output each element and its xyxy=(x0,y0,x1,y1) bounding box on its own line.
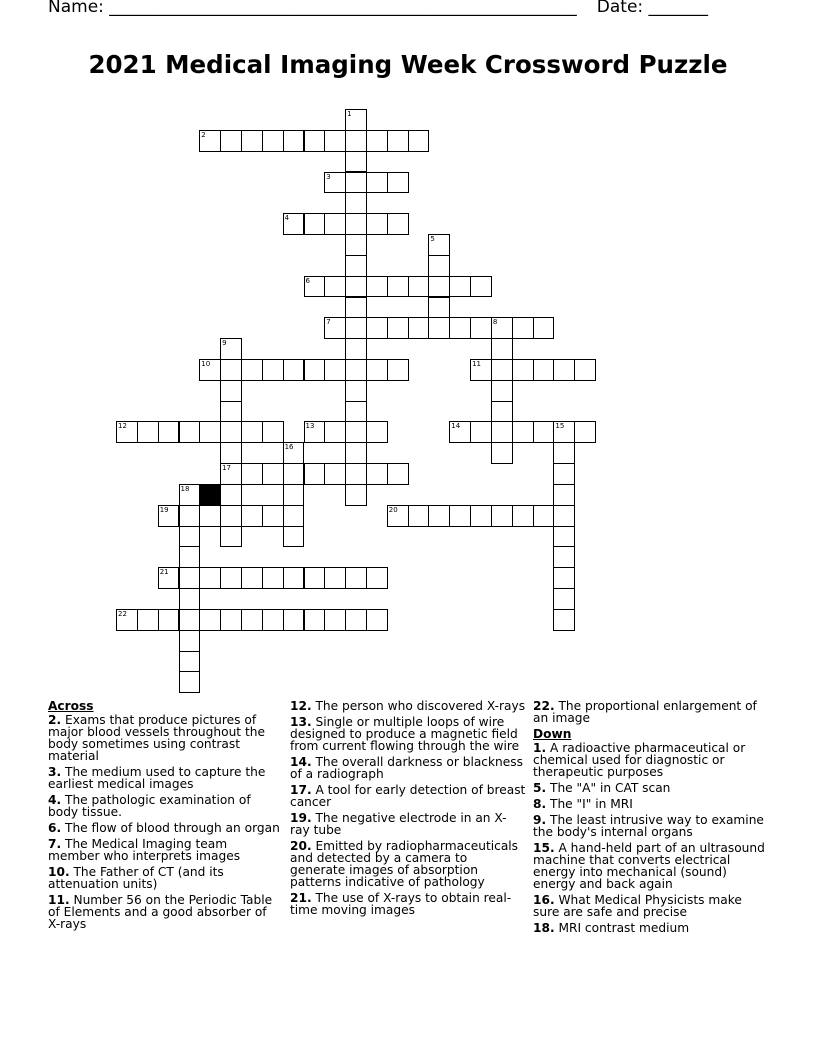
grid-cell[interactable] xyxy=(304,213,326,235)
grid-cell[interactable] xyxy=(179,671,201,693)
grid-cell[interactable] xyxy=(304,130,326,152)
grid-cell[interactable] xyxy=(387,172,409,194)
clue-number-label: 22. xyxy=(533,699,555,713)
clue-number: 8 xyxy=(492,318,498,327)
grid-cell[interactable] xyxy=(283,213,305,235)
grid-cell[interactable] xyxy=(345,297,367,319)
grid-cell[interactable] xyxy=(220,442,242,464)
clue-number-label: 6. xyxy=(48,821,62,835)
grid-cell[interactable] xyxy=(241,463,263,485)
clue-number: 7 xyxy=(326,318,331,327)
clue-across xyxy=(290,840,526,888)
grid-cell[interactable] xyxy=(574,421,596,443)
clue-number-label: 4. xyxy=(48,793,62,807)
grid-cell[interactable] xyxy=(345,192,367,214)
grid-cell[interactable] xyxy=(283,609,305,631)
clue-number: 10 xyxy=(201,360,211,368)
grid-cell[interactable] xyxy=(262,505,284,527)
grid-cell[interactable] xyxy=(449,505,471,527)
grid-cell[interactable] xyxy=(199,130,221,152)
clue-across xyxy=(290,716,526,752)
grid-cell[interactable] xyxy=(366,213,388,235)
clue-number-label: 21. xyxy=(290,891,312,905)
grid-cell[interactable] xyxy=(491,505,513,527)
grid-cell[interactable] xyxy=(304,463,326,485)
grid-cell[interactable] xyxy=(158,421,180,443)
grid-cell[interactable] xyxy=(304,421,326,443)
clue-number-label: 3. xyxy=(48,765,62,779)
grid-cell[interactable] xyxy=(262,567,284,589)
clue-across xyxy=(290,812,526,836)
grid-cell[interactable] xyxy=(345,255,367,277)
grid-cell[interactable] xyxy=(345,609,367,631)
grid-cell[interactable] xyxy=(470,276,492,298)
grid-cell[interactable] xyxy=(304,609,326,631)
down-heading: Down xyxy=(533,727,572,741)
grid-cell[interactable] xyxy=(345,567,367,589)
grid-cell[interactable] xyxy=(324,317,346,339)
grid-cell[interactable] xyxy=(345,380,367,402)
grid-cell[interactable] xyxy=(179,484,201,506)
clue-number: 17 xyxy=(222,464,232,473)
grid-cell[interactable] xyxy=(533,505,555,527)
clue-down xyxy=(533,894,769,918)
grid-cell[interactable] xyxy=(283,130,305,152)
clue-down xyxy=(533,922,769,934)
grid-cell[interactable] xyxy=(324,609,346,631)
clue-across xyxy=(290,700,526,712)
grid-cell[interactable] xyxy=(553,588,575,610)
grid-cell[interactable] xyxy=(158,505,180,527)
grid-cell[interactable] xyxy=(345,338,367,360)
grid-cell[interactable] xyxy=(116,421,138,443)
grid-cell[interactable] xyxy=(262,359,284,381)
clue-number-label: 20. xyxy=(290,839,312,853)
grid-cell[interactable] xyxy=(387,317,409,339)
clue-number: 21 xyxy=(159,568,169,577)
grid-cell[interactable] xyxy=(366,421,388,443)
grid-cell[interactable] xyxy=(199,359,221,381)
clue-number: 6 xyxy=(305,276,310,285)
clue-number-label: 2. xyxy=(48,713,62,727)
clue-text: Emitted by radiopharmaceuticals and detected by a camera to generate images of absorption patterns indicative of pathology xyxy=(290,839,519,889)
grid-cell[interactable] xyxy=(283,463,305,485)
grid-cell[interactable] xyxy=(533,421,555,443)
grid-cell[interactable] xyxy=(324,463,346,485)
grid-cell[interactable] xyxy=(262,421,284,443)
clue-number: 3 xyxy=(326,172,331,181)
grid-cell[interactable] xyxy=(387,213,409,235)
grid-cell[interactable] xyxy=(199,567,221,589)
grid-cell[interactable] xyxy=(324,130,346,152)
clue-text: The "I" in MRI xyxy=(546,797,633,811)
grid-cell[interactable] xyxy=(470,505,492,527)
clue-number: 15 xyxy=(555,422,565,431)
grid-cell[interactable] xyxy=(553,484,575,506)
grid-cell[interactable] xyxy=(220,526,242,548)
grid-cell[interactable] xyxy=(491,338,513,360)
grid-cell[interactable] xyxy=(241,359,263,381)
grid-cell[interactable] xyxy=(491,401,513,423)
grid-cell[interactable] xyxy=(283,526,305,548)
clue-number-label: 15. xyxy=(533,841,555,855)
grid-cell[interactable] xyxy=(428,317,450,339)
grid-cell[interactable] xyxy=(116,609,138,631)
grid-cell[interactable] xyxy=(491,317,513,339)
grid-cell[interactable] xyxy=(179,546,201,568)
grid-cell[interactable] xyxy=(533,317,555,339)
grid-cell[interactable] xyxy=(220,338,242,360)
clue-text: The flow of blood through an organ xyxy=(61,821,280,835)
clue-text: The "A" in CAT scan xyxy=(546,781,671,795)
clue-down xyxy=(533,742,769,778)
clues-column-2 xyxy=(290,700,526,920)
clue-across xyxy=(290,784,526,808)
grid-cell[interactable] xyxy=(324,213,346,235)
clue-number-label: 9. xyxy=(533,813,547,827)
clue-text: A hand-held part of an ultrasound machine that converts electrical energy into mechanical (sound) energy and back again xyxy=(533,841,765,891)
clue-text: A radioactive pharmaceutical or chemical used for diagnostic or therapeutic purposes xyxy=(533,741,746,779)
grid-cell[interactable] xyxy=(283,484,305,506)
clue-number: 9 xyxy=(222,339,227,348)
clue-number: 19 xyxy=(159,505,169,514)
clue-number-label: 14. xyxy=(290,755,312,769)
grid-cell[interactable] xyxy=(345,151,367,173)
clue-text: The least intrusive way to examine the body's internal organs xyxy=(533,813,764,839)
clue-across xyxy=(48,714,280,762)
grid-cell[interactable] xyxy=(428,297,450,319)
grid-cell[interactable] xyxy=(158,609,180,631)
clue-number-label: 12. xyxy=(290,699,312,713)
clue-text: The person who discovered X-rays xyxy=(311,699,526,713)
black-square xyxy=(199,484,221,506)
clue-text: The pathologic examination of body tissue. xyxy=(48,793,251,819)
grid-cell[interactable] xyxy=(491,380,513,402)
clue-number: 14 xyxy=(451,422,461,431)
clue-number-label: 13. xyxy=(290,715,312,729)
clue-text: A tool for early detection of breast cancer xyxy=(290,783,526,809)
grid-cell[interactable] xyxy=(283,442,305,464)
grid-cell[interactable] xyxy=(304,276,326,298)
grid-cell[interactable] xyxy=(324,567,346,589)
grid-cell[interactable] xyxy=(387,276,409,298)
clue-number-label: 18. xyxy=(533,921,555,935)
grid-cell[interactable] xyxy=(179,630,201,652)
grid-cell[interactable] xyxy=(262,609,284,631)
clue-text: The medium used to capture the earliest medical images xyxy=(48,765,266,791)
grid-cell[interactable] xyxy=(220,463,242,485)
grid-cell[interactable] xyxy=(345,172,367,194)
grid-cell[interactable] xyxy=(366,276,388,298)
grid-cell[interactable] xyxy=(179,567,201,589)
grid-cell[interactable] xyxy=(553,421,575,443)
grid-cell[interactable] xyxy=(324,276,346,298)
clue-text: The proportional enlargement of an image xyxy=(533,699,757,725)
grid-cell[interactable] xyxy=(283,567,305,589)
clue-number-label: 17. xyxy=(290,783,312,797)
clue-text: What Medical Physicists make sure are safe and precise xyxy=(533,893,742,919)
grid-cell[interactable] xyxy=(387,130,409,152)
grid-cell[interactable] xyxy=(387,359,409,381)
grid-cell[interactable] xyxy=(491,421,513,443)
grid-cell[interactable] xyxy=(512,359,534,381)
clue-text: The overall darkness or blackness of a radiograph xyxy=(290,755,523,781)
name-line[interactable]: Name: _______________________________________________________ xyxy=(48,0,577,17)
grid-cell[interactable] xyxy=(220,609,242,631)
grid-cell[interactable] xyxy=(345,401,367,423)
clue-text: Exams that produce pictures of major blood vessels throughout the body sometimes using contrast material xyxy=(48,713,265,763)
clue-text: The Father of CT (and its attenuation units) xyxy=(48,865,224,891)
clue-number-label: 8. xyxy=(533,797,547,811)
clue-across xyxy=(48,766,280,790)
clue-number: 20 xyxy=(388,505,398,514)
grid-cell[interactable] xyxy=(512,505,534,527)
clues-column-1 xyxy=(48,700,280,934)
grid-cell[interactable] xyxy=(553,526,575,548)
date-line[interactable]: Date: _______ xyxy=(596,0,709,17)
grid-cell[interactable] xyxy=(553,359,575,381)
clue-number: 12 xyxy=(118,422,127,431)
grid-cell[interactable] xyxy=(345,359,367,381)
clue-across xyxy=(48,838,280,862)
grid-cell[interactable] xyxy=(324,421,346,443)
grid-cell[interactable] xyxy=(179,505,201,527)
grid-cell[interactable] xyxy=(449,421,471,443)
clue-down xyxy=(533,798,769,810)
grid-cell[interactable] xyxy=(574,359,596,381)
grid-cell[interactable] xyxy=(241,505,263,527)
grid-cell[interactable] xyxy=(199,609,221,631)
grid-cell[interactable] xyxy=(220,359,242,381)
grid-cell[interactable] xyxy=(283,505,305,527)
grid-cell[interactable] xyxy=(345,463,367,485)
clues-column-3 xyxy=(533,700,769,938)
grid-cell[interactable] xyxy=(408,276,430,298)
grid-cell[interactable] xyxy=(220,401,242,423)
grid-cell[interactable] xyxy=(512,317,534,339)
clue-number-label: 5. xyxy=(533,781,547,795)
grid-cell[interactable] xyxy=(179,526,201,548)
grid-cell[interactable] xyxy=(366,359,388,381)
grid-cell[interactable] xyxy=(553,567,575,589)
grid-cell[interactable] xyxy=(345,130,367,152)
grid-cell[interactable] xyxy=(324,359,346,381)
grid-cell[interactable] xyxy=(366,609,388,631)
grid-cell[interactable] xyxy=(283,359,305,381)
grid-cell[interactable] xyxy=(220,567,242,589)
grid-cell[interactable] xyxy=(408,130,430,152)
grid-cell[interactable] xyxy=(304,359,326,381)
grid-cell[interactable] xyxy=(428,234,450,256)
clue-number-label: 10. xyxy=(48,865,70,879)
grid-cell[interactable] xyxy=(220,130,242,152)
clue-number: 2 xyxy=(201,130,206,139)
grid-cell[interactable] xyxy=(408,317,430,339)
clue-number-label: 11. xyxy=(48,893,70,907)
grid-cell[interactable] xyxy=(366,172,388,194)
grid-cell[interactable] xyxy=(179,609,201,631)
grid-cell[interactable] xyxy=(137,421,159,443)
clue-number-label: 16. xyxy=(533,893,555,907)
grid-cell[interactable] xyxy=(241,567,263,589)
grid-cell[interactable] xyxy=(366,567,388,589)
clue-down xyxy=(533,782,769,794)
grid-cell[interactable] xyxy=(428,276,450,298)
grid-cell[interactable] xyxy=(324,172,346,194)
grid-cell[interactable] xyxy=(449,317,471,339)
grid-cell[interactable] xyxy=(345,234,367,256)
grid-cell[interactable] xyxy=(179,651,201,673)
clue-across xyxy=(48,822,280,834)
grid-cell[interactable] xyxy=(491,359,513,381)
clue-across xyxy=(48,866,280,890)
clue-number: 22 xyxy=(118,609,127,618)
grid-cell[interactable] xyxy=(137,609,159,631)
grid-cell[interactable] xyxy=(241,421,263,443)
clue-number-label: 7. xyxy=(48,837,62,851)
grid-cell[interactable] xyxy=(199,421,221,443)
grid-cell[interactable] xyxy=(533,359,555,381)
grid-cell[interactable] xyxy=(241,130,263,152)
clue-number: 4 xyxy=(284,214,290,223)
grid-cell[interactable] xyxy=(470,317,492,339)
grid-cell[interactable] xyxy=(199,505,221,527)
clue-down xyxy=(533,814,769,838)
grid-cell[interactable] xyxy=(345,317,367,339)
grid-cell[interactable] xyxy=(179,588,201,610)
grid-cell[interactable] xyxy=(345,213,367,235)
grid-cell[interactable] xyxy=(345,421,367,443)
clue-across xyxy=(290,892,526,916)
grid-cell[interactable] xyxy=(262,130,284,152)
grid-cell[interactable] xyxy=(345,109,367,131)
clue-across xyxy=(48,794,280,818)
grid-cell[interactable] xyxy=(304,567,326,589)
grid-cell[interactable] xyxy=(553,442,575,464)
clue-across xyxy=(533,700,769,724)
grid-cell[interactable] xyxy=(512,421,534,443)
grid-cell[interactable] xyxy=(366,463,388,485)
grid-cell[interactable] xyxy=(553,609,575,631)
grid-cell[interactable] xyxy=(241,609,263,631)
clue-number: 5 xyxy=(430,235,435,243)
grid-cell[interactable] xyxy=(553,505,575,527)
clue-text: The use of X-rays to obtain real-time moving images xyxy=(290,891,512,917)
grid-cell[interactable] xyxy=(470,359,492,381)
across-heading: Across xyxy=(48,699,94,713)
grid-cell[interactable] xyxy=(179,421,201,443)
grid-cell[interactable] xyxy=(220,380,242,402)
grid-cell[interactable] xyxy=(366,130,388,152)
clue-number: 18 xyxy=(180,484,190,493)
page-title: 2021 Medical Imaging Week Crossword Puzzle xyxy=(88,50,728,79)
grid-cell[interactable] xyxy=(220,484,242,506)
grid-cell[interactable] xyxy=(491,442,513,464)
clue-number: 11 xyxy=(472,360,482,368)
clue-down xyxy=(533,842,769,890)
grid-cell[interactable] xyxy=(345,442,367,464)
grid-cell[interactable] xyxy=(428,255,450,277)
grid-cell[interactable] xyxy=(449,276,471,298)
clue-across xyxy=(290,756,526,780)
clue-text: MRI contrast medium xyxy=(554,921,690,935)
grid-cell[interactable] xyxy=(553,463,575,485)
grid-cell[interactable] xyxy=(158,567,180,589)
clue-text: The Medical Imaging team member who interprets images xyxy=(48,837,241,863)
clue-number-label: 1. xyxy=(533,741,547,755)
clue-text: The negative electrode in an X-ray tube xyxy=(290,811,507,837)
clue-across xyxy=(48,894,280,930)
grid-cell[interactable] xyxy=(220,505,242,527)
grid-cell[interactable] xyxy=(553,546,575,568)
grid-cell[interactable] xyxy=(408,505,430,527)
grid-cell[interactable] xyxy=(345,484,367,506)
grid-cell[interactable] xyxy=(366,317,388,339)
grid-cell[interactable] xyxy=(262,463,284,485)
grid-cell[interactable] xyxy=(345,276,367,298)
grid-cell[interactable] xyxy=(428,505,450,527)
clue-text: Number 56 on the Periodic Table of Elements and a good absorber of X-rays xyxy=(48,893,273,931)
clue-number: 16 xyxy=(284,443,294,452)
grid-cell[interactable] xyxy=(470,421,492,443)
grid-cell[interactable] xyxy=(387,463,409,485)
clue-number-label: 19. xyxy=(290,811,312,825)
clue-number: 1 xyxy=(347,110,352,118)
grid-cell[interactable] xyxy=(387,505,409,527)
clue-number: 13 xyxy=(305,422,315,431)
grid-cell[interactable] xyxy=(220,421,242,443)
clue-text: Single or multiple loops of wire designed to produce a magnetic field from current flowing through the wire xyxy=(290,715,520,753)
